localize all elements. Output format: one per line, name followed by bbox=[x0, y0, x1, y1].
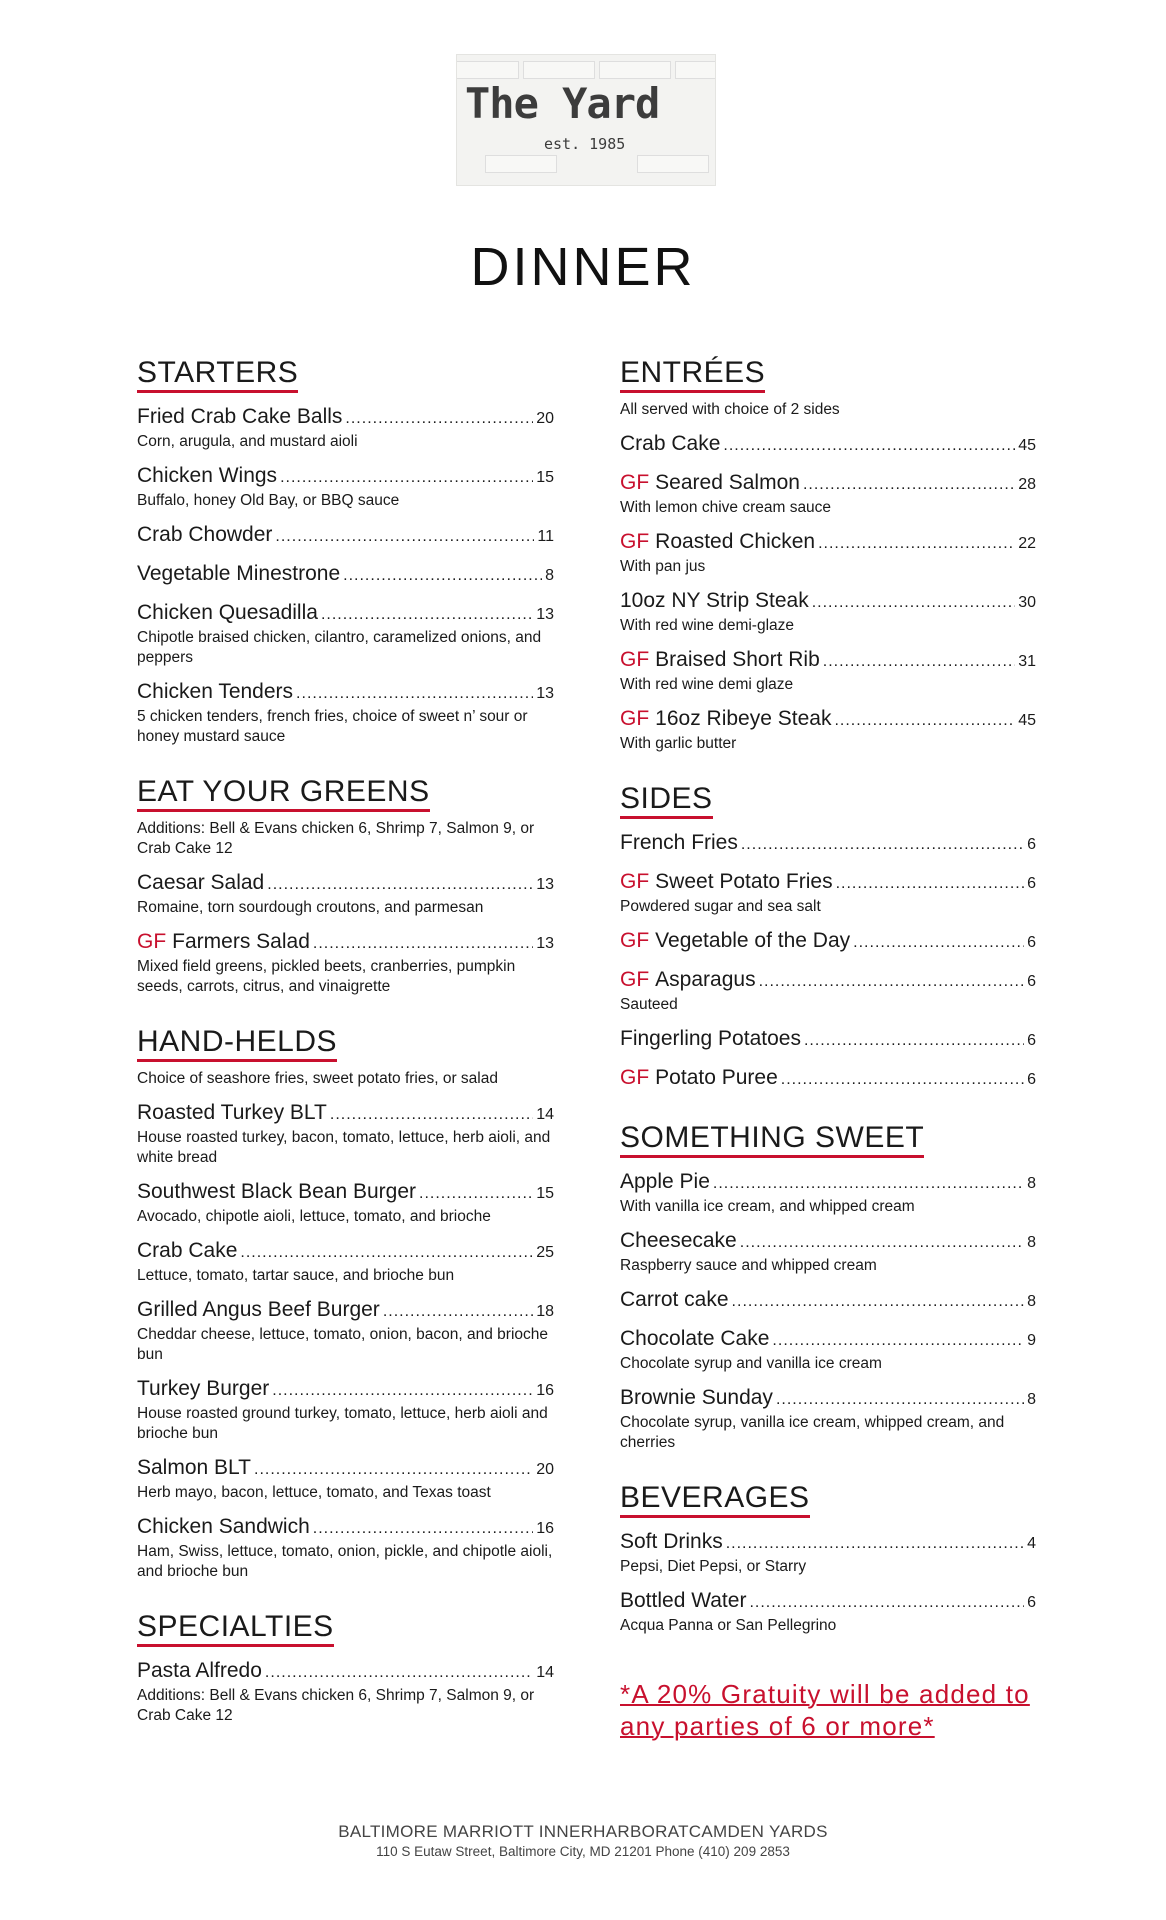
footer-address: 110 S Eutaw Street, Baltimore City, MD 21201 Phone (410) 209 2853 bbox=[376, 1844, 790, 1859]
dot-leader bbox=[383, 1299, 533, 1325]
menu-item-price: 25 bbox=[536, 1244, 554, 1261]
menu-item-title: Apple Pie bbox=[620, 1170, 710, 1193]
menu-item-name bbox=[137, 1179, 416, 1205]
menu-item-price: 11 bbox=[537, 528, 554, 545]
menu-item-price: 6 bbox=[1027, 934, 1036, 951]
menu-item-title: Salmon BLT bbox=[137, 1456, 251, 1479]
menu-item-description: Mixed field greens, pickled beets, cranberries, pumpkin seeds, carrots, citrus, and vinaigrette bbox=[137, 958, 516, 995]
section-heading: SPECIALTIES bbox=[137, 1610, 334, 1647]
menu-item-name bbox=[137, 561, 340, 587]
menu-item bbox=[137, 561, 554, 589]
dot-leader bbox=[741, 832, 1024, 858]
dot-leader bbox=[834, 708, 1015, 734]
menu-item-title: 16oz Ribeye Steak bbox=[655, 707, 832, 730]
menu-item bbox=[620, 529, 1036, 577]
menu-item bbox=[620, 1228, 1036, 1276]
menu-item-row bbox=[620, 928, 1036, 956]
menu-item-description: Chipotle braised chicken, cilantro, caramelized onions, and peppers bbox=[137, 629, 542, 666]
menu-item bbox=[137, 404, 554, 452]
menu-item bbox=[620, 588, 1036, 636]
menu-item-title: Carrot cake bbox=[620, 1288, 729, 1311]
menu-item-price: 13 bbox=[536, 876, 554, 893]
menu-item bbox=[137, 1179, 554, 1227]
gratuity-note-wrap bbox=[620, 1678, 1036, 1742]
menu-item-description: With lemon chive cream sauce bbox=[620, 499, 832, 516]
menu-item-name bbox=[137, 870, 264, 896]
menu-item-row bbox=[137, 1297, 554, 1325]
menu-item-title: Sweet Potato Fries bbox=[655, 870, 833, 893]
menu-item-description: Corn, arugula, and mustard aioli bbox=[137, 433, 358, 450]
menu-item-description: Pepsi, Diet Pepsi, or Starry bbox=[620, 1558, 807, 1575]
menu-item-row bbox=[137, 1238, 554, 1266]
menu-item-name bbox=[137, 600, 318, 626]
section-note: All served with choice of 2 sides bbox=[620, 401, 840, 418]
menu-item-price: 22 bbox=[1018, 535, 1036, 552]
section-specialties bbox=[137, 1610, 554, 1726]
section-note: Choice of seashore fries, sweet potato fries, or salad bbox=[137, 1070, 498, 1087]
menu-item-name bbox=[620, 1026, 801, 1052]
menu-item-row bbox=[137, 1455, 554, 1483]
menu-item-title: Chicken Sandwich bbox=[137, 1515, 310, 1538]
menu-item-price: 18 bbox=[536, 1303, 554, 1320]
dot-leader bbox=[818, 531, 1015, 557]
right-column bbox=[620, 356, 1036, 1742]
menu-item bbox=[137, 1100, 554, 1168]
menu-item bbox=[620, 431, 1036, 459]
menu-item-title: Vegetable Minestrone bbox=[137, 562, 341, 585]
menu-item-title: French Fries bbox=[620, 831, 738, 854]
menu-item-name bbox=[620, 706, 831, 732]
menu-item-name bbox=[620, 588, 809, 614]
menu-item-name bbox=[620, 1326, 769, 1352]
menu-item-row bbox=[137, 463, 554, 491]
menu-item-row bbox=[137, 1658, 554, 1686]
menu-item-row bbox=[137, 600, 554, 628]
menu-item bbox=[620, 1287, 1036, 1315]
dot-leader bbox=[781, 1067, 1024, 1093]
menu-item-description: Ham, Swiss, lettuce, tomato, onion, pickle, and chipotle aioli, and brioche bun bbox=[137, 1543, 553, 1580]
menu-item-description: With red wine demi-glaze bbox=[620, 617, 795, 634]
menu-item bbox=[620, 928, 1036, 956]
menu-item-title: Crab Cake bbox=[620, 432, 721, 455]
menu-item-price: 15 bbox=[536, 1185, 554, 1202]
menu-item-price: 6 bbox=[1027, 973, 1036, 990]
menu-item bbox=[620, 1529, 1036, 1577]
menu-item-row bbox=[620, 1326, 1036, 1354]
gluten-free-label: GF bbox=[620, 530, 650, 553]
gluten-free-label: GF bbox=[620, 648, 650, 671]
menu-item-description: 5 chicken tenders, french fries, choice of sweet n’ sour or honey mustard sauce bbox=[137, 708, 528, 745]
menu-item-name bbox=[137, 1455, 251, 1481]
menu-item-title: Caesar Salad bbox=[137, 871, 265, 894]
logo-name: The Yard bbox=[465, 79, 660, 128]
menu-item-price: 8 bbox=[1027, 1234, 1036, 1251]
dot-leader bbox=[345, 406, 533, 432]
menu-item-name bbox=[620, 967, 756, 993]
menu-item-price: 14 bbox=[536, 1106, 554, 1123]
dot-leader bbox=[726, 1531, 1024, 1557]
menu-item-row bbox=[620, 1026, 1036, 1054]
menu-item-description: Romaine, torn sourdough croutons, and parmesan bbox=[137, 899, 484, 916]
menu-item-row bbox=[137, 561, 554, 589]
menu-item bbox=[620, 1326, 1036, 1374]
menu-item-title: Vegetable of the Day bbox=[655, 929, 851, 952]
menu-item-name bbox=[137, 404, 342, 430]
menu-item-name bbox=[137, 1376, 269, 1402]
menu-item-description: With vanilla ice cream, and whipped cream bbox=[620, 1198, 915, 1215]
menu-item-title: Chicken Wings bbox=[137, 464, 278, 487]
menu-item bbox=[620, 830, 1036, 858]
menu-item-title: Farmers Salad bbox=[172, 930, 310, 953]
menu-item bbox=[620, 706, 1036, 754]
menu-item-price: 6 bbox=[1027, 1594, 1036, 1611]
menu-item bbox=[620, 470, 1036, 518]
dot-leader bbox=[749, 1590, 1024, 1616]
menu-item-name bbox=[137, 679, 293, 705]
menu-item bbox=[137, 1455, 554, 1503]
menu-item-title: Crab Cake bbox=[137, 1239, 238, 1262]
gluten-free-label: GF bbox=[620, 968, 650, 991]
menu-item-title: Chicken Quesadilla bbox=[137, 601, 318, 624]
menu-item-name bbox=[137, 929, 310, 955]
menu-item-price: 8 bbox=[545, 567, 554, 584]
menu-item-price: 13 bbox=[536, 935, 554, 952]
menu-item-description: Chocolate syrup, vanilla ice cream, whipped cream, and cherries bbox=[620, 1414, 1005, 1451]
menu-item-description: Herb mayo, bacon, lettuce, tomato, and Texas toast bbox=[137, 1484, 491, 1501]
menu-item-description: With garlic butter bbox=[620, 735, 737, 752]
menu-item-title: Bottled Water bbox=[620, 1589, 747, 1612]
gluten-free-label: GF bbox=[620, 707, 650, 730]
menu-item-description: With red wine demi glaze bbox=[620, 676, 794, 693]
menu-item-name bbox=[620, 529, 815, 555]
menu-item-description: House roasted turkey, bacon, tomato, lettuce, herb aioli, and white bread bbox=[137, 1129, 551, 1166]
section-starters bbox=[137, 356, 554, 747]
menu-item-row bbox=[620, 1065, 1036, 1093]
menu-item-row bbox=[620, 967, 1036, 995]
section-beverages bbox=[620, 1481, 1036, 1636]
section-heading: HAND-HELDS bbox=[137, 1025, 337, 1062]
menu-item-row bbox=[620, 1169, 1036, 1197]
menu-item-price: 16 bbox=[536, 1382, 554, 1399]
menu-item-row bbox=[620, 1287, 1036, 1315]
menu-item-row bbox=[620, 830, 1036, 858]
menu-item-name bbox=[137, 1297, 380, 1323]
menu-item bbox=[137, 679, 554, 747]
menu-item-name bbox=[620, 1169, 710, 1195]
menu-item-name bbox=[620, 431, 720, 457]
section-something-sweet bbox=[620, 1121, 1036, 1453]
menu-item-price: 6 bbox=[1027, 836, 1036, 853]
gluten-free-label: GF bbox=[137, 930, 167, 953]
menu-item-row bbox=[620, 647, 1036, 675]
menu-item-row bbox=[137, 1376, 554, 1404]
menu-item bbox=[137, 463, 554, 511]
gluten-free-label: GF bbox=[620, 870, 650, 893]
menu-item-title: Roasted Chicken bbox=[655, 530, 816, 553]
menu-item-price: 6 bbox=[1027, 1071, 1036, 1088]
menu-item-price: 16 bbox=[536, 1520, 554, 1537]
dot-leader bbox=[296, 681, 533, 707]
menu-item-price: 8 bbox=[1027, 1293, 1036, 1310]
menu-item-row bbox=[137, 1100, 554, 1128]
footer bbox=[0, 1822, 1166, 1859]
menu-item-title: Fingerling Potatoes bbox=[620, 1027, 801, 1050]
menu-item-price: 30 bbox=[1018, 594, 1036, 611]
menu-item-description: House roasted ground turkey, tomato, lettuce, herb aioli and brioche bun bbox=[137, 1405, 548, 1442]
menu-item-price: 8 bbox=[1027, 1175, 1036, 1192]
menu-item-row bbox=[620, 529, 1036, 557]
menu-item bbox=[137, 1658, 554, 1726]
menu-item-title: Brownie Sunday bbox=[620, 1386, 773, 1409]
menu-item-row bbox=[620, 869, 1036, 897]
menu-title: DINNER bbox=[470, 237, 696, 297]
menu-item-title: Southwest Black Bean Burger bbox=[137, 1180, 416, 1203]
menu-item bbox=[137, 600, 554, 668]
menu-item-description: Lettuce, tomato, tartar sauce, and brioche bun bbox=[137, 1267, 455, 1284]
menu-item bbox=[137, 929, 554, 997]
footer-venue: BALTIMORE MARRIOTT INNERHARBORATCAMDEN YARDS bbox=[338, 1822, 828, 1841]
menu-item-title: Potato Puree bbox=[655, 1066, 778, 1089]
dot-leader bbox=[723, 433, 1015, 459]
menu-item-row bbox=[620, 706, 1036, 734]
menu-item-title: Pasta Alfredo bbox=[137, 1659, 262, 1682]
section-heading: BEVERAGES bbox=[620, 1481, 810, 1518]
dot-leader bbox=[732, 1289, 1025, 1315]
menu-item-row bbox=[137, 1179, 554, 1207]
menu-item bbox=[620, 1588, 1036, 1636]
menu-item bbox=[620, 647, 1036, 695]
menu-item-price: 28 bbox=[1018, 476, 1036, 493]
dot-leader bbox=[330, 1102, 533, 1128]
dot-leader bbox=[804, 1028, 1024, 1054]
menu-item-title: Roasted Turkey BLT bbox=[137, 1101, 327, 1124]
menu-item-name bbox=[137, 463, 277, 489]
menu-item-description: Cheddar cheese, lettuce, tomato, onion, bacon, and brioche bun bbox=[137, 1326, 549, 1363]
dot-leader bbox=[272, 1378, 533, 1404]
dot-leader bbox=[812, 590, 1015, 616]
section-heading: STARTERS bbox=[137, 356, 298, 393]
menu-item-row bbox=[620, 1228, 1036, 1256]
dot-leader bbox=[759, 969, 1025, 995]
menu-item-description: Avocado, chipotle aioli, lettuce, tomato, and brioche bbox=[137, 1208, 491, 1225]
menu-item-row bbox=[137, 1514, 554, 1542]
menu-item-description: Sauteed bbox=[620, 996, 678, 1013]
menu-item-row bbox=[137, 522, 554, 550]
menu-item-row bbox=[137, 929, 554, 957]
menu-item-name bbox=[620, 869, 833, 895]
menu-item bbox=[137, 1376, 554, 1444]
gluten-free-label: GF bbox=[620, 471, 650, 494]
menu-item bbox=[137, 1514, 554, 1582]
dot-leader bbox=[313, 931, 533, 957]
dot-leader bbox=[803, 472, 1015, 498]
menu-item bbox=[620, 869, 1036, 917]
dot-leader bbox=[713, 1171, 1024, 1197]
section-hand-helds bbox=[137, 1025, 554, 1582]
section-heading: SOMETHING SWEET bbox=[620, 1121, 924, 1158]
menu-item-title: Grilled Angus Beef Burger bbox=[137, 1298, 380, 1321]
dot-leader bbox=[772, 1328, 1024, 1354]
section-heading: EAT YOUR GREENS bbox=[137, 775, 430, 812]
menu-item-description: Chocolate syrup and vanilla ice cream bbox=[620, 1355, 882, 1372]
menu-item-title: Soft Drinks bbox=[620, 1530, 723, 1553]
menu-item-price: 45 bbox=[1018, 712, 1036, 729]
menu-item-row bbox=[620, 431, 1036, 459]
menu-item bbox=[137, 870, 554, 918]
dot-leader bbox=[313, 1516, 533, 1542]
menu-item-title: Chicken Tenders bbox=[137, 680, 294, 703]
section-eat-your-greens bbox=[137, 775, 554, 997]
menu-item-price: 20 bbox=[536, 410, 554, 427]
menu-item bbox=[620, 1385, 1036, 1453]
menu-item-name bbox=[620, 1529, 723, 1555]
menu-item-name bbox=[620, 1385, 773, 1411]
dot-leader bbox=[740, 1230, 1024, 1256]
menu-item-description: Raspberry sauce and whipped cream bbox=[620, 1257, 877, 1274]
gluten-free-label: GF bbox=[620, 929, 650, 952]
menu-item-price: 45 bbox=[1018, 437, 1036, 454]
menu-item-price: 20 bbox=[536, 1461, 554, 1478]
menu-item-price: 6 bbox=[1027, 1032, 1036, 1049]
menu-item-title: Crab Chowder bbox=[137, 523, 273, 546]
menu-item-name bbox=[137, 1658, 262, 1684]
dot-leader bbox=[853, 930, 1024, 956]
menu-item-row bbox=[620, 1529, 1036, 1557]
menu-item-name bbox=[137, 1238, 237, 1264]
menu-item bbox=[620, 967, 1036, 1015]
section-heading: ENTRÉES bbox=[620, 356, 765, 393]
menu-item bbox=[620, 1169, 1036, 1217]
menu-item-price: 8 bbox=[1027, 1391, 1036, 1408]
menu-item bbox=[137, 1238, 554, 1286]
gluten-free-label: GF bbox=[620, 1066, 650, 1089]
dot-leader bbox=[265, 1660, 533, 1686]
menu-item-row bbox=[137, 870, 554, 898]
dot-leader bbox=[419, 1181, 533, 1207]
dot-leader bbox=[280, 465, 533, 491]
menu-item-title: Cheesecake bbox=[620, 1229, 737, 1252]
gratuity-note: *A 20% Gratuity will be added to any parties of 6 or more* bbox=[620, 1679, 1030, 1741]
dot-leader bbox=[823, 649, 1015, 675]
logo-established: est. 1985 bbox=[541, 135, 628, 153]
menu-item-row bbox=[620, 588, 1036, 616]
menu-item-title: Braised Short Rib bbox=[655, 648, 820, 671]
menu-item-title: Asparagus bbox=[655, 968, 756, 991]
menu-item-title: Chocolate Cake bbox=[620, 1327, 770, 1350]
dot-leader bbox=[321, 602, 533, 628]
menu-item-price: 14 bbox=[536, 1664, 554, 1681]
menu-item-name bbox=[620, 1287, 729, 1313]
menu-item-price: 13 bbox=[536, 685, 554, 702]
menu-item-price: 15 bbox=[536, 469, 554, 486]
menu-item-title: Seared Salmon bbox=[655, 471, 800, 494]
menu-item-description: Buffalo, honey Old Bay, or BBQ sauce bbox=[137, 492, 400, 509]
menu-item bbox=[620, 1065, 1036, 1093]
dot-leader bbox=[776, 1387, 1024, 1413]
dot-leader bbox=[254, 1457, 533, 1483]
menu-item-name bbox=[137, 1514, 310, 1540]
menu-item-title: Turkey Burger bbox=[137, 1377, 270, 1400]
menu-item-price: 9 bbox=[1027, 1332, 1036, 1349]
menu-item-name bbox=[620, 1588, 746, 1614]
menu-item-description: Additions: Bell & Evans chicken 6, Shrimp 7, Salmon 9, or Crab Cake 12 bbox=[137, 1687, 535, 1724]
restaurant-logo bbox=[456, 54, 716, 186]
section-note: Additions: Bell & Evans chicken 6, Shrimp 7, Salmon 9, or Crab Cake 12 bbox=[137, 820, 535, 857]
menu-item-description: Acqua Panna or San Pellegrino bbox=[620, 1617, 837, 1634]
menu-item-row bbox=[137, 679, 554, 707]
section-entr-es bbox=[620, 356, 1036, 754]
left-column bbox=[137, 356, 554, 1726]
menu-item-name bbox=[620, 928, 850, 954]
menu-item-name bbox=[620, 1065, 778, 1091]
dot-leader bbox=[836, 871, 1025, 897]
menu-item-name bbox=[137, 1100, 327, 1126]
menu-item-title: Fried Crab Cake Balls bbox=[137, 405, 343, 428]
menu-item-title: 10oz NY Strip Steak bbox=[620, 589, 809, 612]
menu-item-row bbox=[137, 404, 554, 432]
menu-item-description: Powdered sugar and sea salt bbox=[620, 898, 821, 915]
section-sides bbox=[620, 782, 1036, 1093]
menu-item-name bbox=[620, 647, 820, 673]
menu-item-price: 13 bbox=[536, 606, 554, 623]
menu-item-price: 6 bbox=[1027, 875, 1036, 892]
menu-item-description: With pan jus bbox=[620, 558, 706, 575]
dot-leader bbox=[240, 1240, 533, 1266]
menu-item bbox=[137, 1297, 554, 1365]
menu-item-row bbox=[620, 1588, 1036, 1616]
dot-leader bbox=[267, 872, 533, 898]
menu-item-name bbox=[620, 1228, 737, 1254]
menu-item-row bbox=[620, 470, 1036, 498]
menu-item-row bbox=[620, 1385, 1036, 1413]
menu-item bbox=[137, 522, 554, 550]
dot-leader bbox=[275, 524, 534, 550]
menu-item-name bbox=[620, 830, 738, 856]
menu-item-name bbox=[137, 522, 272, 548]
menu-item bbox=[620, 1026, 1036, 1054]
dot-leader bbox=[343, 563, 542, 589]
menu-item-name bbox=[620, 470, 800, 496]
section-heading: SIDES bbox=[620, 782, 713, 819]
menu-item-price: 31 bbox=[1018, 653, 1036, 670]
menu-item-price: 4 bbox=[1027, 1535, 1036, 1552]
